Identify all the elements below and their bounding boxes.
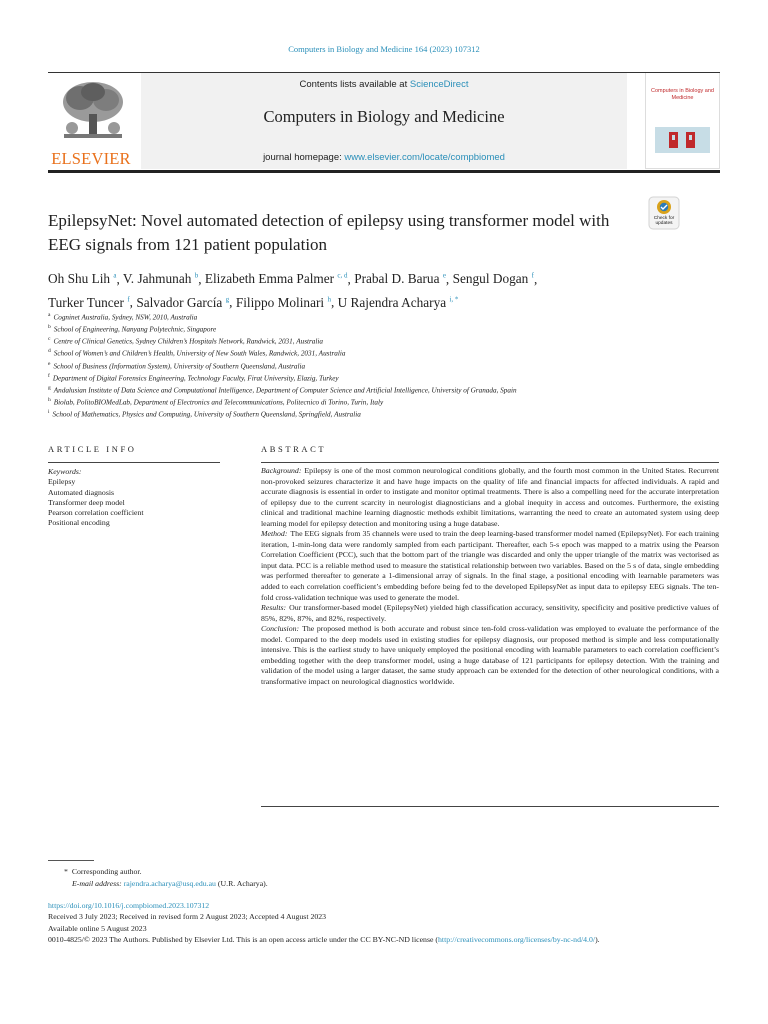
affiliation-mark: h (48, 396, 51, 403)
article-info-heading: ARTICLE INFO (48, 444, 137, 454)
sciencedirect-link[interactable]: ScienceDirect (409, 79, 469, 90)
affiliation-text: Cogninet Australia, Sydney, NSW, 2010, Australia (53, 313, 198, 322)
abstract-background (261, 466, 719, 529)
crossmark-label: Check for updates (653, 216, 675, 226)
author-affiliation-mark[interactable]: e (442, 272, 446, 280)
cover-title: Computers in Biology and Medicine (651, 88, 714, 101)
homepage-line (141, 152, 627, 163)
author[interactable] (354, 271, 446, 286)
abstract-results (261, 603, 719, 624)
affiliation-text: School of Business (Information System), University of Southern Queensland, Australia (53, 361, 306, 370)
author-affiliation-mark[interactable]: c, d (337, 272, 348, 280)
abstract-bottom-rule (261, 806, 719, 807)
license-link[interactable]: http://creativecommons.org/licenses/by-nc-nd/4.0/ (438, 935, 596, 945)
header-bottom-rule (48, 170, 720, 173)
elsevier-tree-icon (58, 78, 128, 142)
affiliation-mark: b (48, 324, 51, 331)
abstract-section-label: Results: (261, 603, 287, 613)
cover-graphic-icon (655, 127, 710, 153)
author-affiliation-mark[interactable]: g (225, 295, 230, 304)
abstract-method (261, 529, 719, 603)
author[interactable] (205, 271, 348, 286)
author[interactable] (338, 295, 459, 310)
keyword-item: Automated diagnosis (48, 487, 115, 497)
article-info-rule (48, 462, 220, 463)
keyword-item: Epilepsy (48, 477, 76, 487)
keyword-item: Pearson correlation coefficient (48, 508, 144, 518)
corresponding-text: Corresponding author. (71, 867, 142, 876)
license-suffix: ). (595, 935, 600, 945)
elsevier-logo (48, 78, 134, 166)
received-dates: Received 3 July 2023; Received in revised form 2 August 2023; Accepted 4 August 2023 (48, 912, 327, 922)
author-name: V. Jahmunah (122, 271, 192, 287)
author[interactable] (136, 295, 229, 310)
author-name: Salvador García (136, 294, 223, 310)
author-name: Filippo Molinari (235, 294, 325, 310)
abstract-body (261, 466, 719, 687)
email-note (48, 878, 720, 890)
affiliation-text: School of Mathematics, Physics and Computing, University of Southern Queensland, Springfield, Australia (52, 410, 361, 419)
affiliation-mark: d (48, 348, 51, 355)
publisher-name: ELSEVIER (51, 149, 131, 168)
author-affiliation-mark[interactable]: f (127, 295, 130, 304)
homepage-prefix: journal homepage: (263, 152, 345, 163)
affiliation (48, 335, 718, 347)
header-top-rule (48, 72, 720, 73)
abstract-section-label: Method: (261, 529, 288, 539)
cover-image (655, 127, 710, 153)
author-affiliation-mark[interactable]: h (327, 295, 331, 304)
corresponding-mark: * (64, 867, 68, 876)
journal-reference[interactable] (0, 44, 768, 54)
corresponding-author-note (48, 866, 720, 878)
abstract-section-text: Our transformer-based model (EpilepsyNet) yielded high classification accuracy, sensitivity, specificity and positive predictive values of 85%, 82%, 87%, and 82%, respectively. (261, 603, 719, 623)
affiliation-list (48, 311, 718, 420)
journal-title: Computers in Biology and Medicine (263, 107, 505, 126)
affiliation-mark: i (48, 409, 50, 416)
author-list: Oh Shu Lih $^a$, V. Jahmunah $^b$, Elizabeth Emma Palmer $^{c, d}$, Prabal D. Barua $^e$, Sengul Dogan $^f$, Turker Tuncer $^f$, Salvador García $^g$, Filippo Molinari $^h$, U Rajendra Acharya $^{i, *}$ (48, 271, 538, 310)
abstract-section-label: Background: (261, 466, 302, 475)
keywords-label: Keywords: (48, 467, 82, 476)
affiliation (48, 372, 718, 384)
affiliation-text: Andalusian Institute of Data Science and Computational Intelligence, Department of Computer Science and Artificial Intelligence, University of Granada, Spain (53, 386, 517, 395)
affiliation-text: Biolab, PolitoBIOMedLab, Department of Electronics and Telecommunications, Politecnico di Torino, Turin, Italy (53, 398, 384, 407)
abstract-section-text: The EEG signals from 35 channels were used to train the deep learning-based transformer model named (EpilepsyNet). For each training iteration, 1-min-long data were randomly sampled from each participant. Thereafter, each 5-s epoch was mapped to a matrix using the Pearson Correlation Coefficient (PCC), such that the bottom part of the triangle was discarded and only the upper triangle of the matrix was vectorised as input data. PCC is a reliable method used to measure the statistical relationship between two variables. Based on the 5 s of data, single embedding was performed thereafter to generate a 1-dimensional array of signals. In the final stage, a positional encoding with learnable parameters was added to each correlation coefficient’s embedding before being fed to the developed EpilepsyNet as input data to epilepsy EEG signals. The ten-fold cross-validation technique was used to generate the model. (261, 529, 719, 602)
abstract-heading: ABSTRACT (261, 444, 327, 454)
journal-reference-link[interactable]: Computers in Biology and Medicine 164 (2023) 107312 (288, 44, 480, 54)
abstract-section-text: Epilepsy is one of the most common neurological conditions globally, and the fourth most common in the United States. Recurrent non-provoked seizures characterize it and have huge impacts on the quality of life and financial impacts for affected individuals. A rapid and accurate diagnosis is essential in order to instigate and monitor optimal treatments. There is also a compelling need for the accurate interpretation of epilepsy due to the current scarcity in neurologist diagnosticians and a global inequity in access and outcomes. Furthermore, the existing clinical and traditional machine learning diagnostic methods exhibit limitations, warranting the need to create an automated system using deep learning model for epilepsy detection and monitoring using a huge database. (261, 466, 719, 528)
affiliation (48, 396, 718, 408)
author-name: Oh Shu Lih (48, 271, 111, 287)
abstract-rule (261, 462, 719, 463)
keyword-item: Positional encoding (48, 518, 110, 528)
journal-cover-thumbnail[interactable] (645, 72, 720, 169)
affiliation-mark: a (48, 312, 51, 318)
email-label: E-mail address: (72, 879, 122, 888)
affiliation (48, 408, 718, 420)
author-affiliation-mark[interactable]: a (113, 272, 117, 280)
keyword-item: Transformer deep model (48, 497, 125, 507)
affiliation (48, 347, 718, 359)
abstract-section-text: The proposed method is both accurate and robust since ten-fold cross-validation was employed to evaluate the performance of the model. Compared to the deep models used in existing studies for epilepsy diagnosis, our proposed method is simple and less computationally intensive. This is the earliest study to have uniquely employed the positional encoding with learnable parameters to each correlation coefficient’s embedding together with the deep transformer model, using a huge database of 121 participants for epilepsy detection. With the training and validation of the model using a larger dataset, the same study approach can be extended for the detection of other neurological conditions, with a transformative impact on neurological diagnostics worldwide. (261, 624, 719, 686)
affiliation-mark: c (48, 336, 51, 343)
author-affiliation-mark[interactable]: f (531, 272, 534, 280)
affiliation (48, 323, 718, 335)
email-link[interactable]: rajendra.acharya@usq.edu.au (123, 879, 216, 888)
author-name: Prabal D. Barua (354, 271, 440, 287)
journal-header-box (141, 72, 627, 169)
affiliation-text: Centre of Clinical Genetics, Sydney Children’s Hospitals Network, Randwick, 2031, Australia (53, 337, 323, 346)
affiliation (48, 360, 718, 372)
affiliation-text: Department of Digital Forensics Engineering, Technology Faculty, Firat University, Elazig, Turkey (52, 374, 339, 383)
license-note (48, 934, 720, 945)
affiliation-text: School of Engineering, Nanyang Polytechnic, Singapore (53, 325, 217, 334)
abstract-conclusion (261, 624, 719, 687)
author[interactable] (48, 271, 117, 286)
homepage-link[interactable]: www.elsevier.com/locate/compbiomed (344, 152, 505, 163)
footnotes (48, 866, 720, 890)
author-name: Sengul Dogan (452, 271, 529, 287)
author-name: Elizabeth Emma Palmer (204, 271, 335, 287)
contents-prefix: Contents lists available at (299, 79, 410, 90)
license-prefix: 0010-4825/© 2023 The Authors. Published by Elsevier Ltd. This is an open access article under the CC BY-NC-ND license ( (48, 935, 438, 945)
affiliation-mark: g (48, 384, 51, 391)
keywords-block (48, 467, 228, 529)
author-affiliation-mark[interactable]: i, * (449, 295, 459, 304)
author[interactable] (48, 295, 130, 310)
abstract-section-label: Conclusion: (261, 624, 300, 634)
affiliation-mark: f (48, 372, 50, 379)
email-suffix: (U.R. Acharya). (215, 879, 268, 888)
check-for-updates-badge[interactable] (648, 196, 680, 230)
publication-info (48, 900, 720, 946)
affiliation (48, 311, 718, 323)
affiliation-text: School of Women’s and Children’s Health, University of New South Wales, Randwick, 2031, Australia (53, 349, 346, 358)
author-affiliation-mark[interactable]: b (194, 272, 199, 280)
contents-line (141, 79, 627, 90)
author-name: Turker Tuncer (48, 294, 124, 310)
author-name: U Rajendra Acharya (337, 294, 447, 310)
journal-header (48, 72, 627, 169)
author[interactable] (453, 271, 534, 286)
affiliation (48, 384, 718, 396)
author[interactable] (123, 271, 198, 286)
author[interactable] (236, 295, 331, 310)
footnote-rule (48, 860, 94, 861)
doi-link[interactable]: https://doi.org/10.1016/j.compbiomed.2023.107312 (48, 901, 210, 910)
article-title: EpilepsyNet: Novel automated detection of epilepsy using transformer model with EEG signals from 121 patient population (48, 211, 610, 254)
online-date: Available online 5 August 2023 (48, 923, 147, 933)
affiliation-mark: e (48, 360, 51, 367)
